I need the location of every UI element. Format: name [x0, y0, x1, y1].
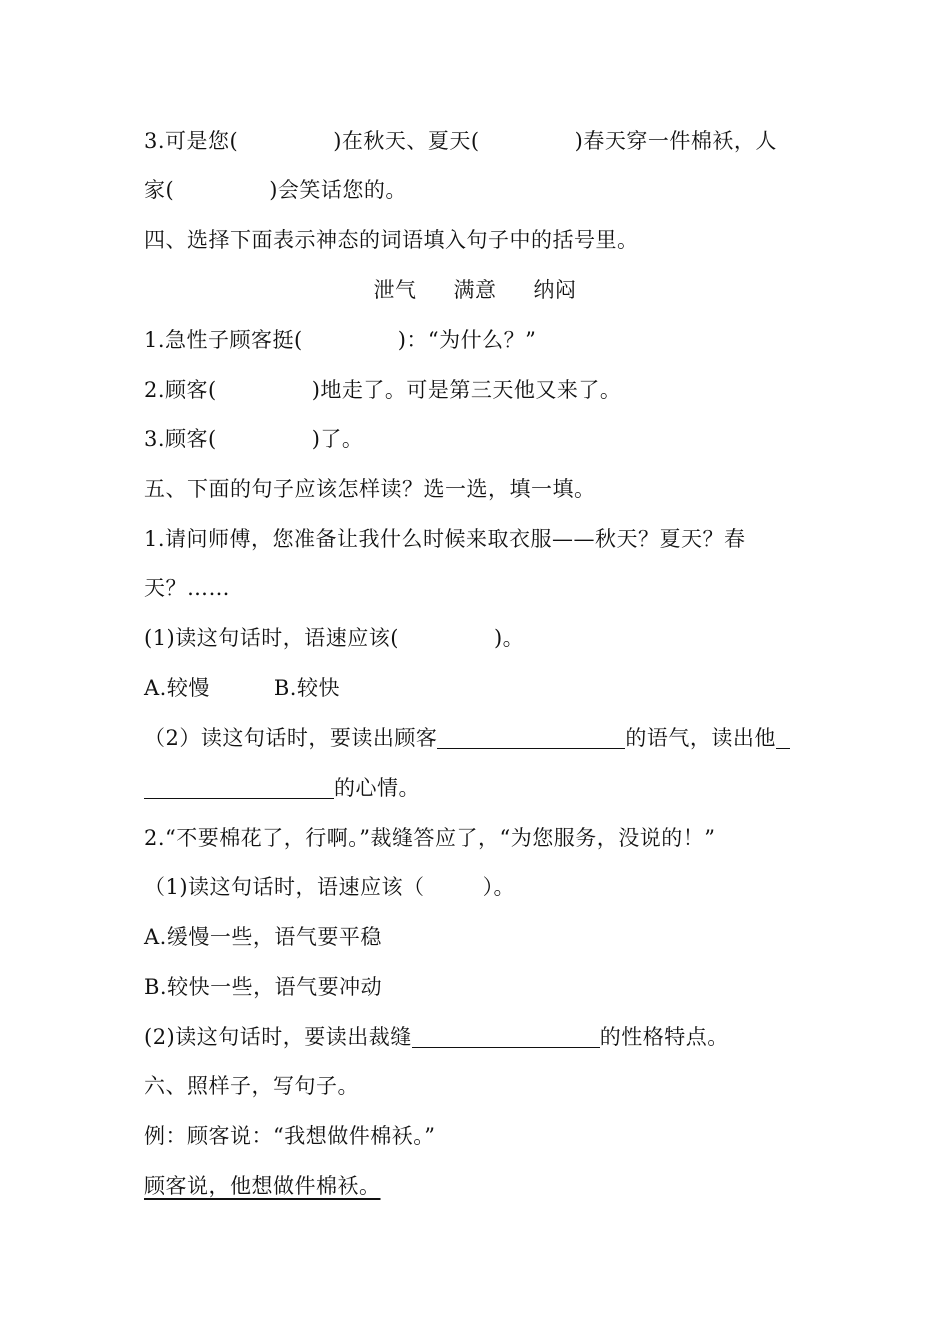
section6-answer: 顾客说，他想做件棉袄。	[144, 1174, 381, 1198]
s5-q2-sub1-a: （1)读这句话时，语速应该（	[144, 875, 425, 899]
s5-q1-sub2-line-1	[144, 724, 790, 752]
q3-line-2	[144, 176, 407, 204]
word-2: 满意	[453, 278, 497, 302]
section5-title: 五、下面的句子应该怎样读？选一选，填一填。	[144, 477, 596, 501]
s5-q1-sub2-c: 的心情。	[334, 776, 420, 800]
section4-sentence-3	[144, 425, 363, 453]
q3-text-e: )会笑话您的。	[269, 178, 407, 202]
s5-q1-line-1: 1.请问师傅，您准备让我什么时候来取衣服——秋天？夏天？春	[144, 527, 746, 551]
answer-blank[interactable]	[776, 726, 790, 749]
q3-line-1	[144, 127, 777, 155]
s5-q2-option-a: A.缓慢一些，语气要平稳	[144, 925, 382, 949]
section6-title: 六、照样子，写句子。	[144, 1074, 359, 1098]
s5-q1-sub1	[144, 624, 524, 652]
s5-q1-sub1-a: (1)读这句话时，语速应该(	[144, 626, 399, 650]
s4-2-b: )地走了。可是第三天他又来了。	[311, 378, 622, 402]
word-bank	[0, 276, 950, 304]
s5-q1-options	[144, 674, 340, 702]
answer-blank[interactable]	[412, 1025, 600, 1048]
s5-q2-line-1: 2.“不要棉花了，行啊。”裁缝答应了，“为您服务，没说的！”	[144, 826, 716, 850]
s5-q2-sub1-b: ）。	[482, 875, 516, 899]
word-3: 纳闷	[533, 278, 577, 302]
q3-text-c: )春天穿一件棉袄，人	[574, 129, 777, 153]
s5-q2-sub1	[144, 873, 515, 901]
s4-1-b: )：“为什么？”	[397, 328, 537, 352]
s4-3-b: )了。	[311, 427, 364, 451]
option-a: A.较慢	[144, 676, 210, 700]
q3-text-d: 家(	[144, 178, 175, 202]
s5-q2-sub2	[144, 1023, 729, 1051]
s4-1-a: 1.急性子顾客挺(	[144, 328, 303, 352]
q3-text-b: )在秋天、夏天(	[333, 129, 480, 153]
s5-q1-sub2-line-2	[144, 774, 420, 802]
section4-sentence-1	[144, 326, 536, 354]
s4-3-a: 3.顾客(	[144, 427, 217, 451]
s4-2-a: 2.顾客(	[144, 378, 217, 402]
section4-sentence-2	[144, 376, 621, 404]
s5-q2-sub2-a: (2)读这句话时，要读出裁缝	[144, 1025, 412, 1049]
section4-title: 四、选择下面表示神态的词语填入句子中的括号里。	[144, 228, 639, 252]
option-b: B.较快	[273, 676, 340, 700]
q3-text-a: 3.可是您(	[144, 129, 239, 153]
s5-q1-sub1-b: )。	[493, 626, 525, 650]
section6-example: 例：顾客说：“我想做件棉袄。”	[144, 1124, 436, 1148]
answer-blank[interactable]	[437, 726, 625, 749]
s5-q2-option-b: B.较快一些，语气要冲动	[144, 975, 383, 999]
word-1: 泄气	[373, 278, 417, 302]
answer-blank[interactable]	[144, 776, 334, 799]
s5-q1-sub2-a: （2）读这句话时，要读出顾客	[144, 726, 438, 750]
s5-q1-sub2-b: 的语气，读出他	[625, 726, 776, 750]
s5-q1-line-2: 天？……	[144, 576, 230, 600]
s5-q2-sub2-b: 的性格特点。	[599, 1025, 729, 1049]
